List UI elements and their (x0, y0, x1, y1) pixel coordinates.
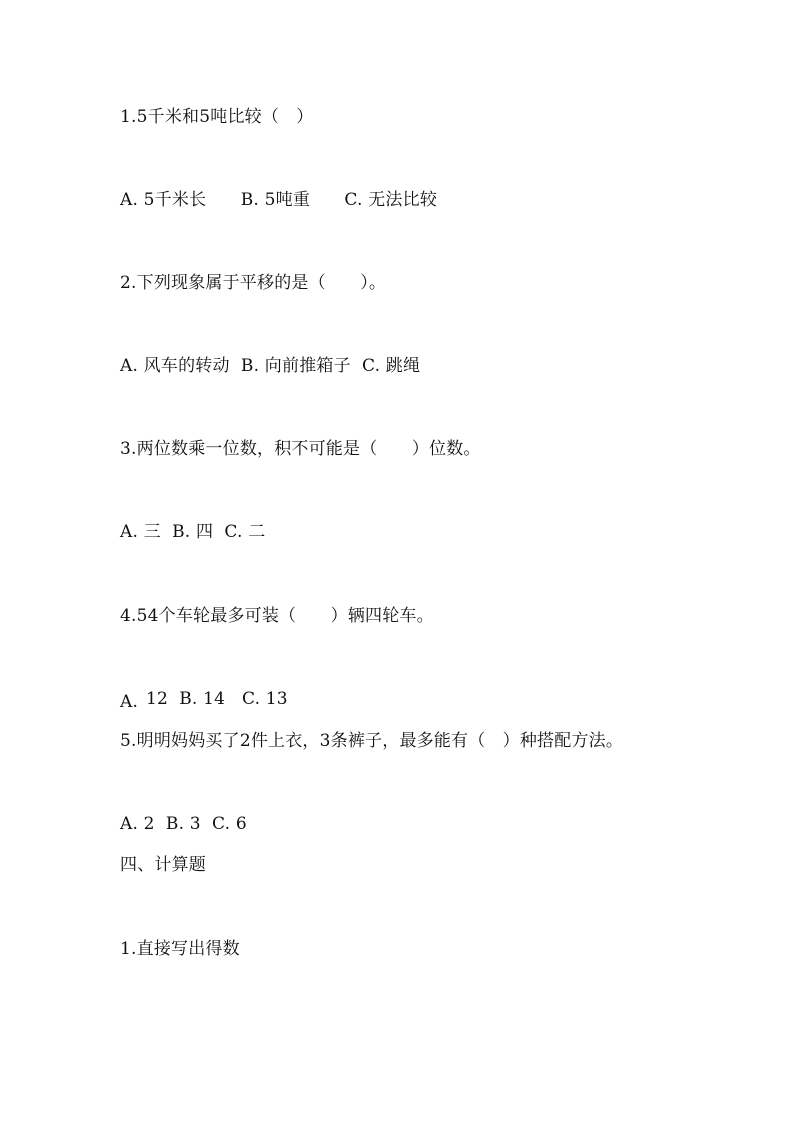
section-item-1: 1.直接写出得数 (120, 939, 240, 959)
question-3-stem: 3.两位数乘一位数，积不可能是（ ）位数。 (120, 439, 481, 459)
section-heading: 四、计算题 (120, 855, 206, 875)
question-3-options: A. 三 B. 四 C. 二 (120, 522, 266, 542)
question-2-stem: 2.下列现象属于平移的是（ ）。 (120, 273, 387, 293)
question-4-options: 12 B. 14 C. 13 (146, 689, 288, 709)
question-4-options-prefix: A. (120, 692, 139, 712)
question-5-stem: 5.明明妈妈买了2件上衣，3条裤子，最多能有（ ）种搭配方法。 (120, 731, 624, 751)
question-1-stem: 1.5千米和5吨比较（ ） (120, 107, 314, 127)
question-5-options: A. 2 B. 3 C. 6 (120, 814, 247, 834)
question-1-options: A. 5千米长 B. 5吨重 C. 无法比较 (120, 190, 438, 210)
question-2-options: A. 风车的转动 B. 向前推箱子 C. 跳绳 (120, 356, 421, 376)
question-4-stem: 4.54个车轮最多可装（ ）辆四轮车。 (120, 606, 434, 626)
